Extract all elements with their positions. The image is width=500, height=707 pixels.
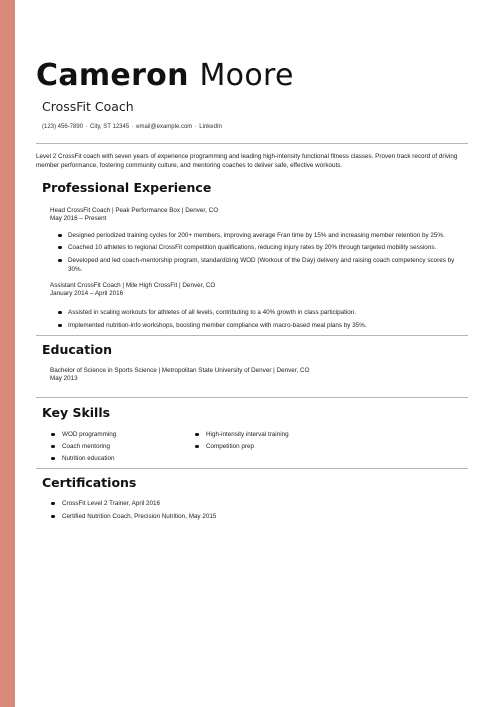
candidate-name bbox=[36, 58, 294, 94]
contact-separator: · bbox=[85, 124, 88, 130]
section-divider bbox=[36, 397, 468, 398]
contact-separator: · bbox=[131, 124, 134, 130]
bullet-icon bbox=[51, 433, 55, 437]
skill-item bbox=[62, 454, 115, 463]
education-degree: Bachelor of Science in Sports Science | Metropolitan State University of Denver | Denver, CO bbox=[50, 367, 310, 374]
contact-phone: (123) 456-7890 bbox=[42, 124, 84, 130]
skill-item bbox=[206, 430, 289, 439]
section-divider bbox=[36, 468, 468, 469]
job-title-line: Head CrossFit Coach | Peak Performance Box | Denver, CO bbox=[50, 207, 219, 214]
contact-linkedin-link[interactable]: LinkedIn bbox=[199, 124, 222, 130]
skills-heading: Key Skills bbox=[42, 405, 111, 420]
certification-item bbox=[62, 499, 160, 508]
skill-text: High-intensity interval training bbox=[206, 431, 289, 438]
bullet-icon bbox=[195, 433, 199, 437]
contact-line bbox=[42, 122, 222, 132]
bullet-icon bbox=[51, 515, 55, 519]
bullet-icon bbox=[58, 259, 62, 263]
first-name: Cameron bbox=[36, 58, 189, 93]
skill-item bbox=[62, 442, 110, 451]
bullet-icon bbox=[58, 234, 62, 238]
job-title: CrossFit Coach bbox=[42, 99, 134, 114]
contact-separator: · bbox=[194, 124, 197, 130]
certification-item bbox=[62, 512, 216, 521]
certification-text: CrossFit Level 2 Trainer, April 2016 bbox=[62, 500, 160, 507]
education-heading: Education bbox=[42, 342, 112, 357]
job-bullet bbox=[68, 243, 468, 252]
certifications-heading: Certifications bbox=[42, 475, 137, 490]
professional-summary: Level 2 CrossFit coach with seven years of experience programming and leading high-intensity functional fitness classes. Proven track record of driving member performance, fostering community culture, and mentoring coaches to deliver safe, effective workouts. bbox=[36, 153, 458, 169]
job-bullet-text: Assisted in scaling workouts for athletes of all levels, contributing to a 40% growth in class participation. bbox=[68, 309, 357, 316]
bullet-icon bbox=[51, 502, 55, 506]
skill-item bbox=[206, 442, 254, 451]
job-dates: January 2014 – April 2016 bbox=[50, 290, 124, 297]
certification-text: Certified Nutrition Coach, Precision Nutrition, May 2015 bbox=[62, 513, 217, 520]
last-name: Moore bbox=[199, 58, 294, 93]
skill-text: Coach mentoring bbox=[62, 443, 110, 450]
job-bullet-text: Implemented nutrition-info workshops, boosting member compliance with macro-based meal plans by 35%. bbox=[68, 322, 367, 329]
bullet-icon bbox=[58, 311, 62, 315]
job-bullet bbox=[68, 231, 468, 240]
bullet-icon bbox=[58, 246, 62, 250]
skill-text: Competition prep bbox=[206, 443, 254, 450]
skill-text: Nutrition education bbox=[62, 455, 115, 462]
contact-email[interactable]: email@example.com bbox=[136, 124, 193, 130]
skill-item bbox=[62, 430, 116, 439]
accent-sidebar-bar bbox=[0, 0, 15, 707]
job-bullet bbox=[68, 308, 468, 317]
bullet-icon bbox=[51, 457, 55, 461]
job-bullet bbox=[68, 321, 468, 330]
job-title-line: Assistant CrossFit Coach | Mile High CrossFit | Denver, CO bbox=[50, 282, 216, 289]
job-dates: May 2016 – Present bbox=[50, 215, 107, 222]
skill-text: WOD programming bbox=[62, 431, 117, 438]
experience-heading: Professional Experience bbox=[42, 180, 212, 195]
bullet-icon bbox=[51, 445, 55, 449]
job-bullet-text: Designed periodized training cycles for 200+ members, improving average Fran time by 15% and increasing member retention by 25%. bbox=[68, 232, 445, 239]
education-date: May 2013 bbox=[50, 375, 78, 382]
bullet-icon bbox=[58, 324, 62, 328]
bullet-icon bbox=[195, 445, 199, 449]
job-bullet-text: Developed and led coach-mentorship program, standardizing WOD (Workout of the Day) delivery and raising coach competency scores by 30%. bbox=[68, 257, 455, 273]
section-divider bbox=[36, 335, 468, 336]
job-bullet-text: Coached 10 athletes to regional CrossFit competition qualifications, reducing injury rates by 20% through targeted mobility sessions. bbox=[68, 244, 437, 251]
section-divider bbox=[36, 143, 468, 144]
contact-location: City, ST 12345 bbox=[90, 124, 130, 130]
job-bullet bbox=[68, 256, 468, 274]
